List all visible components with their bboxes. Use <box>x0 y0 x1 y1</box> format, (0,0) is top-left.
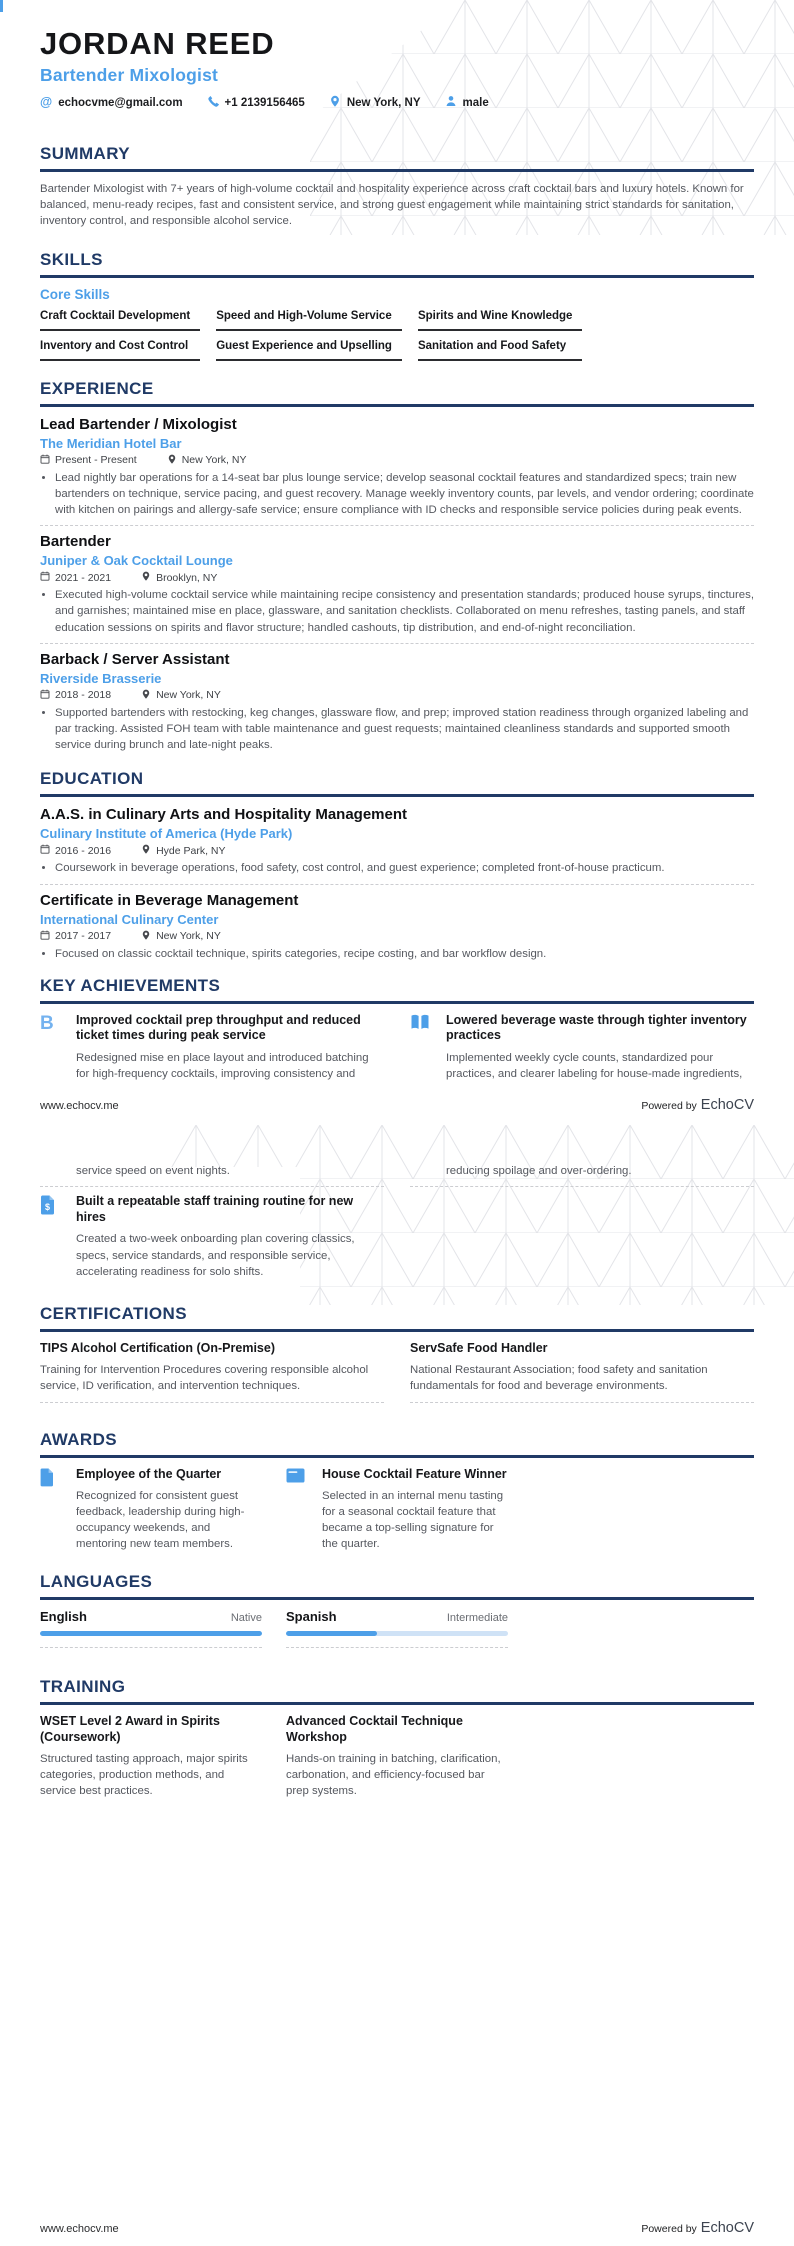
skill-item: Speed and High-Volume Service <box>216 310 402 331</box>
education-entry <box>40 806 754 876</box>
job-bullets <box>40 470 754 519</box>
candidate-name: JORDAN REED <box>40 26 275 61</box>
echocv-brand: EchoCV <box>700 1097 754 1113</box>
education-location <box>141 930 221 943</box>
calendar-icon <box>40 844 50 857</box>
job-bullets <box>40 587 754 636</box>
skill-item: Guest Experience and Upselling <box>216 340 402 361</box>
achievement-item <box>410 1013 754 1083</box>
summary-heading: SUMMARY <box>40 144 754 172</box>
contact-email-text: echocvme@gmail.com <box>58 96 183 109</box>
skill-item: Sanitation and Food Safety <box>418 340 583 361</box>
certification-item <box>40 1341 384 1410</box>
footer-powered-by: Powered by EchoCV <box>641 1097 754 1113</box>
page-footer <box>40 1096 754 1114</box>
degree-title: A.A.S. in Culinary Arts and Hospitality Management <box>40 806 408 824</box>
location-icon <box>329 95 341 110</box>
skill-item: Inventory and Cost Control <box>40 340 200 361</box>
section-training <box>40 1677 754 1799</box>
skills-heading: SKILLS <box>40 250 754 278</box>
certification-title: TIPS Alcohol Certification (On-Premise) <box>40 1341 275 1355</box>
award-title: Employee of the Quarter <box>76 1467 222 1481</box>
certification-description: National Restaurant Association; food safety and sanitation fundamentals for food and beverage environments. <box>410 1363 708 1392</box>
education-location-text: Hyde Park, NY <box>156 844 226 857</box>
education-heading: EDUCATION <box>40 769 754 797</box>
certification-title: ServSafe Food Handler <box>410 1341 548 1355</box>
achievement-body: Created a two-week onboarding plan covering classics, specs, service standards, and responsible service, accelerating readiness for solo shifts. <box>76 1233 355 1278</box>
education-dates-text: 2016 - 2016 <box>55 844 112 857</box>
footer-site-url: www.echocv.me <box>40 1100 119 1112</box>
calendar-icon <box>40 930 50 943</box>
job-title: Lead Bartender / Mixologist <box>40 415 237 433</box>
job-bullet: • Supported bartenders with restocking, keg changes, glassware flow, and prep; improved station readiness through organized labeling and par tracking. Assisted FOH team with table maintenance and guest requests; maintained cleanliness standards and supported smooth service during brunch and late-night peaks. <box>55 705 754 754</box>
contact-row <box>40 95 754 110</box>
education-location-text: New York, NY <box>156 930 221 943</box>
language-proficiency-fill <box>40 1631 262 1636</box>
candidate-job-title: Bartender Mixologist <box>40 65 219 86</box>
job-location-text: New York, NY <box>156 689 221 702</box>
contact-gender <box>445 95 489 110</box>
section-summary <box>40 144 754 230</box>
job-location-text: Brooklyn, NY <box>156 571 218 584</box>
achievement-body-continued: service speed on event nights. <box>76 1165 230 1177</box>
job-meta <box>40 454 754 467</box>
entry-separator <box>40 884 754 885</box>
training-title: WSET Level 2 Award in Spirits (Coursework) <box>40 1714 220 1744</box>
contact-location-text: New York, NY <box>346 96 421 109</box>
job-location-text: New York, NY <box>181 454 247 467</box>
pin-icon <box>141 571 151 584</box>
page-footer <box>40 2219 754 2237</box>
achievement-body: Implemented weekly cycle counts, standardized pour practices, and clearer labeling for house-made ingredients, <box>446 1051 743 1081</box>
entry-separator <box>40 1647 262 1648</box>
header <box>40 27 754 110</box>
award-description: Recognized for consistent guest feedback, leadership during high-occupancy weekends, and mentoring new team members. <box>76 1489 245 1551</box>
job-meta <box>40 689 754 702</box>
contact-email <box>40 96 183 109</box>
entry-separator <box>410 1186 754 1187</box>
echocv-brand: EchoCV <box>700 2220 754 2236</box>
phone-icon <box>207 95 219 110</box>
job-company: Juniper & Oak Cocktail Lounge <box>40 553 233 569</box>
job-entry <box>40 651 754 754</box>
job-dates-text: 2021 - 2021 <box>55 571 112 584</box>
education-meta <box>40 930 754 943</box>
entry-separator <box>40 643 754 644</box>
job-bullet: • Executed high-volume cocktail service while maintaining recipe consistency and presentation standards; produced house syrups, tinctures, and garnishes; maintained mise en place, glassware, and sanitation checklists. Collaborated on menu refreshes, tasting panels, and staff education sessions on spirits and flavor structure; handled cashouts, tip distribution, and end-of-night reconciliation. <box>55 587 754 636</box>
training-heading: TRAINING <box>40 1677 754 1705</box>
person-icon <box>445 95 457 110</box>
contact-gender-text: male <box>462 96 489 109</box>
pin-icon <box>141 689 151 702</box>
job-dates <box>40 571 111 584</box>
training-grid <box>40 1714 754 1799</box>
job-location <box>167 454 247 467</box>
education-bullets <box>40 946 754 962</box>
job-company: Riverside Brasserie <box>40 670 162 686</box>
section-skills <box>40 250 754 361</box>
job-entry <box>40 533 754 636</box>
achievement-title: Built a repeatable staff training routine for new hires <box>76 1194 354 1224</box>
language-level: Native <box>230 1612 262 1625</box>
footer-powered-by: Powered by EchoCV <box>641 2220 754 2236</box>
achievement-item <box>40 1013 384 1083</box>
job-dates <box>40 454 137 467</box>
education-dates-text: 2017 - 2017 <box>55 930 112 943</box>
entry-separator <box>286 1647 508 1648</box>
training-title: Advanced Cocktail Technique Workshop <box>286 1714 463 1744</box>
entry-separator <box>40 1402 384 1403</box>
school-name: International Culinary Center <box>40 911 219 927</box>
section-awards <box>40 1430 754 1552</box>
contact-location <box>329 95 421 110</box>
education-entry <box>40 892 754 962</box>
entry-separator <box>40 1186 384 1187</box>
job-dates-text: Present - Present <box>55 454 137 467</box>
experience-heading: EXPERIENCE <box>40 379 754 407</box>
contact-phone <box>207 95 305 110</box>
language-item <box>40 1609 262 1655</box>
resume-page-2 <box>0 1123 794 2246</box>
skill-item: Craft Cocktail Development <box>40 310 200 331</box>
section-education <box>40 769 754 961</box>
language-name: English <box>40 1609 87 1625</box>
training-description: Hands-on training in batching, clarification, carbonation, and efficiency-focused bar prep systems. <box>286 1752 501 1797</box>
calendar-icon <box>40 689 50 702</box>
languages-grid <box>40 1609 754 1655</box>
language-proficiency-bar <box>40 1631 262 1636</box>
achievement-body: Redesigned mise en place layout and introduced batching for high-frequency cocktails, improving consistency and <box>76 1051 369 1081</box>
award-description: Selected in an internal menu tasting for a seasonal cocktail feature that became a top-selling signature for the quarter. <box>322 1489 504 1551</box>
contact-phone-text: +1 2139156465 <box>224 96 305 109</box>
certification-description: Training for Intervention Procedures covering responsible alcohol service, ID verification, and intervention techniques. <box>40 1363 369 1392</box>
achievements-grid <box>40 1013 754 1083</box>
skill-item: Spirits and Wine Knowledge <box>418 310 583 331</box>
language-name: Spanish <box>286 1609 337 1625</box>
job-entry <box>40 416 754 519</box>
education-bullets <box>40 860 754 876</box>
award-item <box>286 1467 508 1552</box>
awards-grid <box>40 1467 754 1552</box>
education-dates <box>40 930 111 943</box>
summary-text: Bartender Mixologist with 7+ years of high-volume cocktail and hospitality experience across craft cocktail bars and luxury hotels. Known for balanced, menu-ready recipes, fast and consistent service, and strong guest engagement while maintaining strict standards for sanitation, inventory control, and responsible alcohol service. <box>40 183 744 228</box>
certifications-heading: CERTIFICATIONS <box>40 1304 754 1332</box>
achievement-title: Lowered beverage waste through tighter inventory practices <box>446 1012 747 1043</box>
at-icon: @ <box>40 95 53 110</box>
entry-separator <box>410 1402 754 1403</box>
certifications-grid <box>40 1341 754 1410</box>
calendar-icon <box>40 454 50 467</box>
language-item <box>286 1609 508 1655</box>
job-dates-text: 2018 - 2018 <box>55 689 112 702</box>
education-bullet: • Focused on classic cocktail technique, spirits categories, recipe costing, and bar workflow design. <box>55 946 754 962</box>
letter-b-icon: B <box>40 1012 54 1034</box>
file-icon <box>40 1467 62 1492</box>
languages-heading: LANGUAGES <box>40 1572 754 1600</box>
achievement-body-continued: reducing spoilage and over-ordering. <box>446 1165 632 1177</box>
job-bullet: • Lead nightly bar operations for a 14-seat bar plus lounge service; develop seasonal cocktail features and standardized specs; train new bartenders on technique, service pacing, and guest recovery. Manage weekly inventory counts, par levels, and vendor ordering; coordinate with kitchen on pairings and allergy-safe service; ensure compliance with ID checks and responsible service policies during peak events. <box>55 470 754 519</box>
pin-icon <box>141 844 151 857</box>
open-book-icon <box>410 1013 432 1036</box>
section-languages <box>40 1572 754 1655</box>
training-item <box>286 1714 508 1799</box>
education-dates <box>40 844 111 857</box>
school-name: Culinary Institute of America (Hyde Park) <box>40 826 293 842</box>
calendar-icon <box>40 571 50 584</box>
job-location <box>141 571 217 584</box>
award-item <box>40 1467 262 1552</box>
page-edge-marker <box>0 0 3 12</box>
job-bullets <box>40 705 754 754</box>
language-level: Intermediate <box>446 1612 508 1625</box>
job-title: Bartender <box>40 533 111 551</box>
language-proficiency-bar <box>286 1631 508 1636</box>
skills-grid <box>40 310 754 361</box>
achievement-item <box>40 1194 384 1280</box>
education-bullet: • Coursework in beverage operations, food safety, cost control, and guest experience; completed front-of-house practicum. <box>55 860 754 876</box>
skills-group-label: Core Skills <box>40 286 110 302</box>
training-item <box>40 1714 262 1799</box>
training-description: Structured tasting approach, major spirits categories, production methods, and service best practices. <box>40 1752 248 1797</box>
section-experience <box>40 379 754 754</box>
file-dollar-icon <box>40 1194 62 1220</box>
job-title: Barback / Server Assistant <box>40 650 230 668</box>
achievement-title: Improved cocktail prep throughput and reduced ticket times during peak service <box>76 1012 361 1043</box>
pin-icon <box>141 930 151 943</box>
job-location <box>141 689 221 702</box>
degree-title: Certificate in Beverage Management <box>40 891 299 909</box>
section-certifications <box>40 1304 754 1410</box>
achievements-continued-grid <box>40 1163 754 1280</box>
footer-site-url: www.echocv.me <box>40 2223 119 2235</box>
section-key-achievements <box>40 976 754 1083</box>
card-icon <box>286 1467 308 1488</box>
awards-heading: AWARDS <box>40 1430 754 1458</box>
language-proficiency-fill <box>286 1631 377 1636</box>
certification-item <box>410 1341 754 1410</box>
education-location <box>141 844 225 857</box>
award-title: House Cocktail Feature Winner <box>322 1467 507 1481</box>
education-meta <box>40 844 754 857</box>
entry-separator <box>40 525 754 526</box>
job-company: The Meridian Hotel Bar <box>40 435 182 451</box>
pin-icon <box>167 454 177 467</box>
svg-text:$: $ <box>44 1202 51 1213</box>
key-achievements-heading: KEY ACHIEVEMENTS <box>40 976 754 1004</box>
job-meta <box>40 571 754 584</box>
job-dates <box>40 689 111 702</box>
